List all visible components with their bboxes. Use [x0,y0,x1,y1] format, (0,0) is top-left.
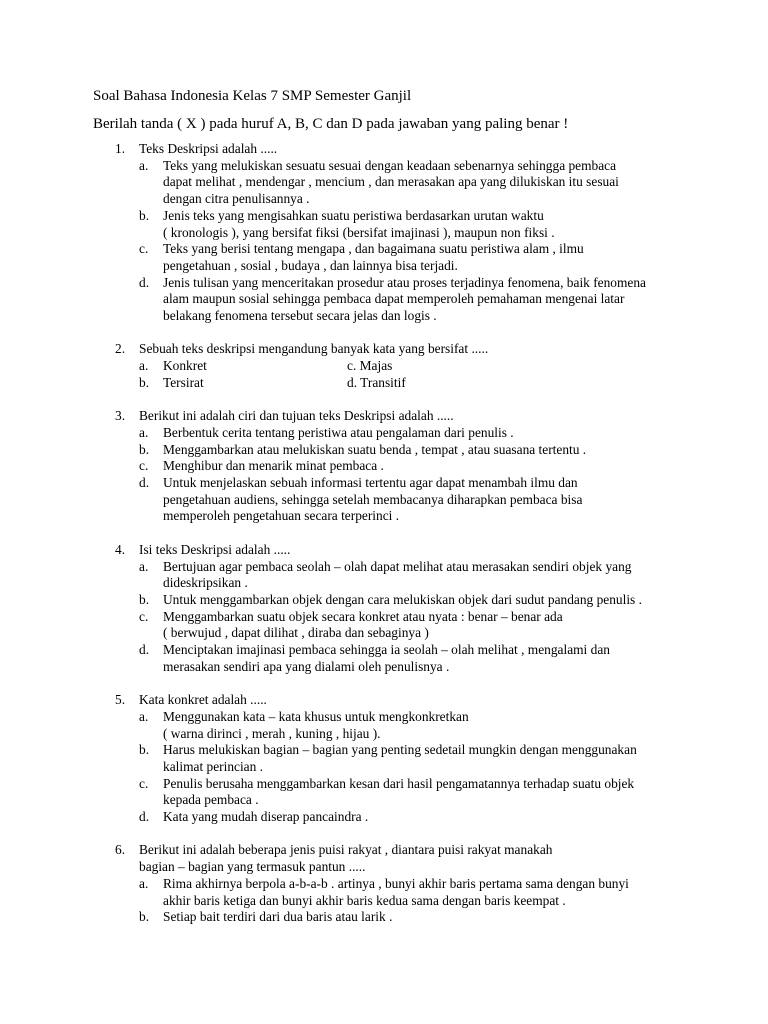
option-text: Rima akhirnya berpola a-b-a-b . artinya , bunyi akhir baris pertama sama dengan bunyi akhir baris ketiga dan bunyi akhir baris kedua sama dengan baris keempat . [163,875,629,908]
option-b [139,208,693,241]
option-letter: b. [139,207,150,223]
option-text: Menghibur dan menarik minat pembaca . [163,458,384,474]
option-text: Teks yang melukiskan sesuatu sesuai dengan keadaan sebenarnya sehingga pembaca dapat melihat , mendengar , mencium , dan merasakan apa yang dilukiskan itu sesuai dengan citra penulisannya . [163,157,619,207]
option-letter: a. [139,358,149,374]
option-text: Konkret [163,358,207,374]
question-text: Isi teks Deskripsi adalah ..... [139,541,291,557]
option-letter: a. [139,157,149,173]
option-letter: a. [139,875,149,891]
question-number: 5. [115,692,126,708]
question-3 [93,408,693,525]
option-d [139,475,693,525]
question-number: 2. [115,341,126,357]
option-a [139,425,693,442]
option-text: Penulis berusaha menggambarkan kesan dari hasil pengamatannya terhadap suatu objek kepada pembaca . [163,775,635,808]
option-a [139,158,693,208]
option-c [139,458,693,475]
option-letter: b. [139,591,150,607]
option-a [139,709,693,742]
option-text: Jenis teks yang mengisahkan suatu peristiwa berdasarkan urutan waktu ( kronologis ), yang bersifat fiksi (bersifat imajinasi ), maupun non fiksi . [163,207,555,240]
option-b [139,442,693,459]
option-text: Menggunakan kata – kata khusus untuk mengkonkretkan ( warna dirinci , merah , kuning , hijau ). [163,708,469,741]
question-list [93,141,693,943]
question-5 [93,692,693,826]
option-text: Berbentuk cerita tentang peristiwa atau pengalaman dari penulis . [163,424,514,440]
question-1 [93,141,693,325]
question-number: 4. [115,541,126,557]
option-a [139,876,693,909]
option-letter: c. [139,458,149,474]
option-letter: b. [139,742,150,758]
option-text: Menggambarkan atau melukiskan suatu benda , tempat , atau suasana tertentu . [163,441,587,457]
option-d [139,809,693,826]
option-b [139,909,693,926]
instruction-text: Berilah tanda ( X ) pada huruf A, B, C dan D pada jawaban yang paling benar ! [93,116,569,132]
option-letter: d. [139,274,150,290]
option-letter: a. [139,708,149,724]
option-d [139,642,693,675]
question-number: 3. [115,408,126,424]
option-d: d. Transitif [347,374,406,390]
option-text: Bertujuan agar pembaca seolah – olah dapat melihat atau merasakan sendiri objek yang dideskripsikan . [163,558,632,591]
option-text: Harus melukiskan bagian – bagian yang penting sedetail mungkin dengan menggunakan kalimat perincian . [163,742,637,774]
option-letter: b. [139,441,150,457]
option-a [139,559,693,592]
option-letter: b. [139,374,150,390]
option-letter: a. [139,424,149,440]
option-a [139,358,347,375]
option-letter: d. [139,809,150,825]
option-letter: c. [139,241,149,257]
option-d [139,275,693,325]
question-text: Berikut ini adalah ciri dan tujuan teks Deskripsi adalah ..... [139,408,454,424]
question-2 [93,341,693,391]
option-b [139,375,347,392]
question-text: Sebuah teks deskripsi mengandung banyak kata yang bersifat ..... [139,341,489,357]
option-text: Setiap bait terdiri dari dua baris atau larik . [163,909,393,925]
option-letter: a. [139,558,149,574]
option-c [139,241,693,274]
question-text: Kata konkret adalah ..... [139,692,267,708]
option-letter: d. [139,475,150,491]
option-text: Menggambarkan suatu objek secara konkret atau nyata : benar – benar ada ( berwujud , dapat dilihat , diraba dan sebaginya ) [163,608,563,641]
option-text: Untuk menggambarkan objek dengan cara melukiskan objek dari sudut pandang penulis . [163,591,642,607]
document-title: Soal Bahasa Indonesia Kelas 7 SMP Semester Ganjil [93,88,412,104]
option-text: Menciptakan imajinasi pembaca sehingga ia seolah – olah melihat , mengalami dan merasakan sendiri apa yang dialami oleh penulisnya . [163,642,610,674]
question-number: 6. [115,842,126,858]
option-c: c. Majas [347,358,393,374]
question-text: Berikut ini adalah beberapa jenis puisi rakyat , diantara puisi rakyat manakah bagian – bagian yang termasuk pantun ..... [139,842,553,875]
option-letter: b. [139,909,150,925]
option-b [139,592,693,609]
option-c [139,609,693,642]
option-text: Kata yang mudah diserap pancaindra . [163,809,369,825]
option-letter: d. [139,642,150,658]
question-6 [93,842,693,926]
option-letter: c. [139,775,149,791]
option-row [139,358,693,375]
question-number: 1. [115,141,126,156]
option-text: Tersirat [163,374,204,390]
option-row [139,375,693,392]
option-text: Teks yang berisi tentang mengapa , dan bagaimana suatu peristiwa alam , ilmu pengetahuan , sosial , budaya , dan lainnya bisa terjadi. [163,241,584,273]
option-text: Jenis tulisan yang menceritakan prosedur atau proses terjadinya fenomena, baik fenomena alam maupun sosial sehingga pembaca dapat memperoleh pemahaman mengenai latar belakang fenomena tersebut secara jelas dan logis . [163,274,647,324]
option-text: Untuk menjelaskan sebuah informasi tertentu agar dapat menambah ilmu dan pengetahuan audiens, sehingga setelah membacanya diharapkan pembaca bisa memperoleh pengetahuan secara terperinci . [163,475,583,524]
option-c [139,776,693,809]
question-4 [93,542,693,676]
option-letter: c. [139,608,149,624]
question-text: Teks Deskripsi adalah ..... [139,141,278,156]
option-b [139,742,693,775]
